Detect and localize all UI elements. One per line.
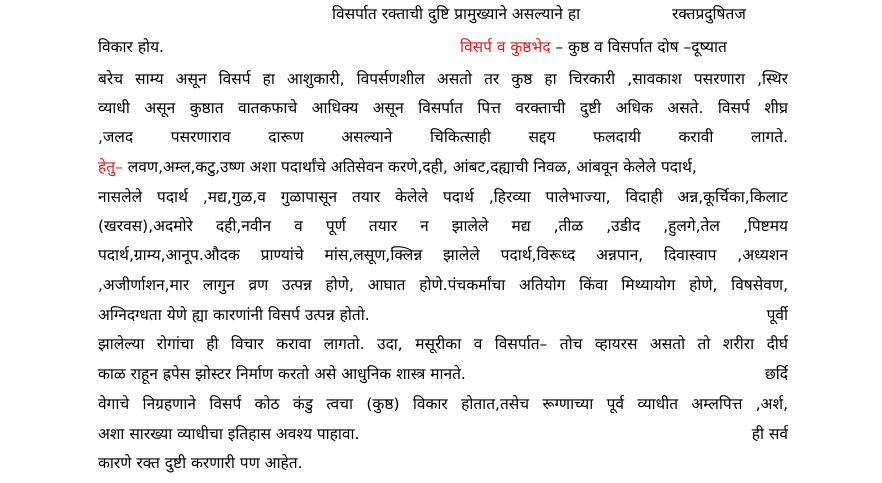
text-line-16: कारणे रक्त दुष्टी करणारी पण आहेत. <box>98 454 303 472</box>
text-line-2 <box>98 37 788 57</box>
line-1-right-text: रक्तप्रदुषितज <box>672 5 746 23</box>
text-line-3: बरेच साम्य असून विसर्प हा आशुकारी, विपर्सणशील असतो तर कुष्ठ हा चिरकारी ,सावकाश पसरणारा ,स्थिर <box>98 70 788 88</box>
text-line-15 <box>98 424 788 444</box>
text-line-5: ,जलद पसरणाराव दारूण असल्याने चिकित्साही सद्दय फलदायी करावी लागते. <box>98 128 788 146</box>
text-line-7: नासलेले पदार्थ ,मद्य,गुळ,व गुळापासून तयार केलेले पदार्थ ,हिरव्या पालेभाज्या, विदाही अन्न,कूर्चिका,किलाट <box>98 188 788 206</box>
text-line-9: पदार्थ,ग्राम्य,आनूप.औदक प्राण्यांचे मांस,लसूण,क्लिन्न झालेले पदार्थ,विरूध्द अन्नपान, दिवास्वाप ,अध्यशन <box>98 246 788 264</box>
text-line-14: वेगाचे निग्रहणाने विसर्प कोठ कंडु त्वचा (कुष्ठ) विकार होतात,तसेच रूग्णाच्या पूर्व व्याधीत अम्लपित्त ,अर्श, <box>98 395 788 413</box>
text-line-12: झालेल्या रोगांचा ही विचार करावा लागतो. उदा, मसूरीका व विसर्पात– तोच व्हायरस असतो तो शरीरा दीर्घ <box>98 335 788 353</box>
line-2-text: विकार होय. <box>98 38 164 56</box>
section-heading-visarp-kushtha: विसर्प व कुष्ठभेद <box>460 38 551 56</box>
text-line-6 <box>98 157 788 177</box>
line-11-text: अग्निदग्धता येणे ह्या कारणांनी विसर्प उत्पन्न होतो. <box>98 306 370 324</box>
line-13-right-text: छर्दि <box>764 365 788 383</box>
section-heading-hetu: हेतु– <box>98 158 123 176</box>
line-11-right-text: पूर्वी <box>766 306 788 324</box>
text-line-11 <box>98 305 788 325</box>
line-15-right-text: ही सर्व <box>751 425 788 443</box>
text-line-1 <box>332 4 788 24</box>
line-1-text: विसर्पात रक्ताची दुष्टि प्रामुख्याने असल्याने हा <box>332 5 581 23</box>
text-line-13 <box>98 364 788 384</box>
text-line-4: व्याधी असून कुष्ठात वातकफाचे आधिक्य असून विसर्पात पित्त वरक्ताची दुष्टी अधिक असते. विसर्प शीघ्र <box>98 99 788 117</box>
text-line-10: ,अजीर्णाशन,मार लागुन व्रण उत्पन्न होणे, आघात होणे.पंचकर्मांचा अतियोग किंवा मिथ्यायोग होणे, विषसेवण, <box>98 276 788 294</box>
line-6-text: लवण,अम्ल,कटु,उष्ण अशा पदार्थांचे अतिसेवन करणे,दही, आंबट,दह्याची निवळ, आंबवून केलेले पदार्थ, <box>127 158 697 176</box>
line-13-text: काळ राहून ह्रपेस झोस्टर निर्माण करतो असे आधुनिक शास्त्र मानते. <box>98 365 466 383</box>
line-2-rest-text: – कुष्ठ व विसर्पात दोष –दूष्यात <box>550 38 727 56</box>
line-15-text: अशा सारख्या व्याधीचा इतिहास अवश्य पाहावा. <box>98 425 360 443</box>
text-line-8: (खरवस),अदमोरे दही,नवीन व पूर्ण तयार न झालेले मद्य ,तीळ ,उडीद ,हुलगे,तेल ,पिष्टमय <box>98 217 788 235</box>
